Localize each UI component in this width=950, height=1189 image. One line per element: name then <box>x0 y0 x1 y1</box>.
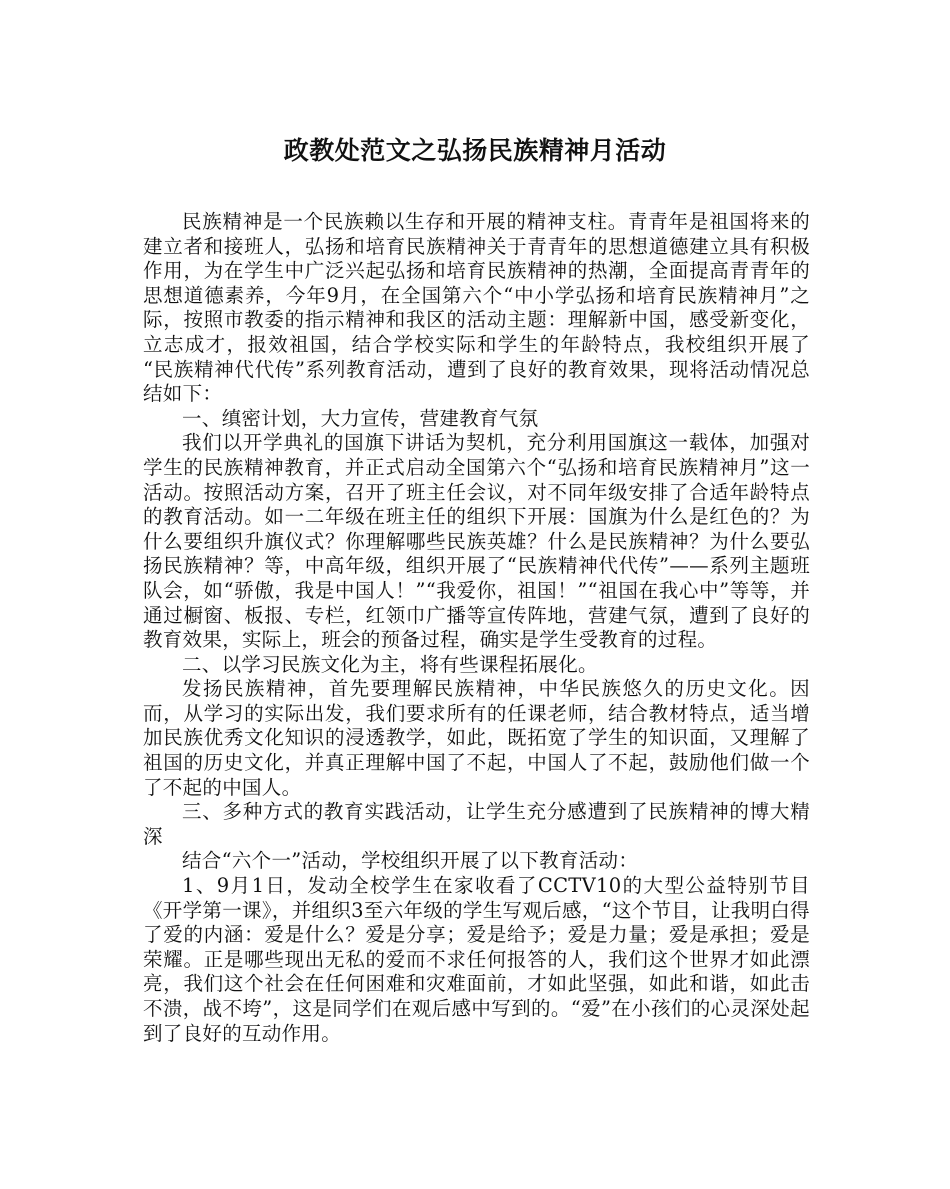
paragraph-intro: 民族精神是一个民族赖以生存和开展的精神支柱。青青年是祖国将来的建立者和接班人，弘扬和培育民族精神关于青青年的思想道德建立具有积极作用，为在学生中广泛兴起弘扬和培育民族精神的热潮，全面提高青青年的思想道德素养，今年9月，在全国第六个“中小学弘扬和培育民族精神月”之际，按照市教委的指示精神和我区的活动主题：理解新中国，感受新变化，立志成才，报效祖国，结合学校实际和学生的年龄特点，我校组织开展了 “民族精神代代传”系列教育活动，遭到了良好的教育效果，现将活动情况总结如下： <box>143 210 810 406</box>
document-body <box>143 210 810 1046</box>
section-heading-2: 二、以学习民族文化为主，将有些课程拓展化。 <box>182 652 598 676</box>
document-title: 政教处范文之弘扬民族精神月活动 <box>283 136 667 165</box>
section-heading-1: 一、缜密计划，大力宣传，营建教育气氛 <box>182 406 539 430</box>
paragraph-section-3-intro: 结合“六个一”活动，学校组织开展了以下教育活动： <box>182 849 639 873</box>
paragraph-activity-1: 1、9月1日，发动全校学生在家收看了CCTV10的大型公益特别节目《开学第一课》，并组织3至六年级的学生写观后感，“这个节目，让我明白得了爱的内涵：爱是什么？爱是分享；爱是给予；爱是力量；爱是承担；爱是荣耀。正是哪些现出无私的爱而不求任何报答的人，我们这个世界才如此漂亮，我们这个社会在任何困难和灾难面前，才如此坚强，如此和谐，如此击不溃，战不垮”，这是同学们在观后感中写到的。“爱”在小孩们的心灵深处起到了良好的互动作用。 <box>143 874 810 1045</box>
paragraph-section-2: 发扬民族精神，首先要理解民族精神，中华民族悠久的历史文化。因而，从学习的实际出发，我们要求所有的任课老师，结合教材特点，适当增加民族优秀文化知识的浸透教学，如此，既拓宽了学生的知识面，又理解了祖国的历史文化，并真正理解中国了不起，中国人了不起，鼓励他们做一个了不起的中国人。 <box>143 677 810 799</box>
paragraph-section-1: 我们以开学典礼的国旗下讲话为契机，充分利用国旗这一载体，加强对学生的民族精神教育，并正式启动全国第六个“弘扬和培育民族精神月”这一活动。按照活动方案，召开了班主任会议，对不同年级安排了合适年龄特点的教育活动。如一二年级在班主任的组织下开展：国旗为什么是红色的？为什么要组织升旗仪式？你理解哪些民族英雄？什么是民族精神？为什么要弘扬民族精神？等，中高年级，组织开展了“民族精神代代传”——系列主题班队会，如“骄傲，我是中国人！”“我爱你，祖国！”“祖国在我心中”等等，并通过橱窗、板报、专栏，红领巾广播等宣传阵地，营建气氛，遭到了良好的教育效果，实际上，班会的预备过程，确实是学生受教育的过程。 <box>143 431 810 652</box>
section-heading-3: 三、多种方式的教育实践活动，让学生充分感遭到了民族精神的博大精深 <box>143 800 810 848</box>
